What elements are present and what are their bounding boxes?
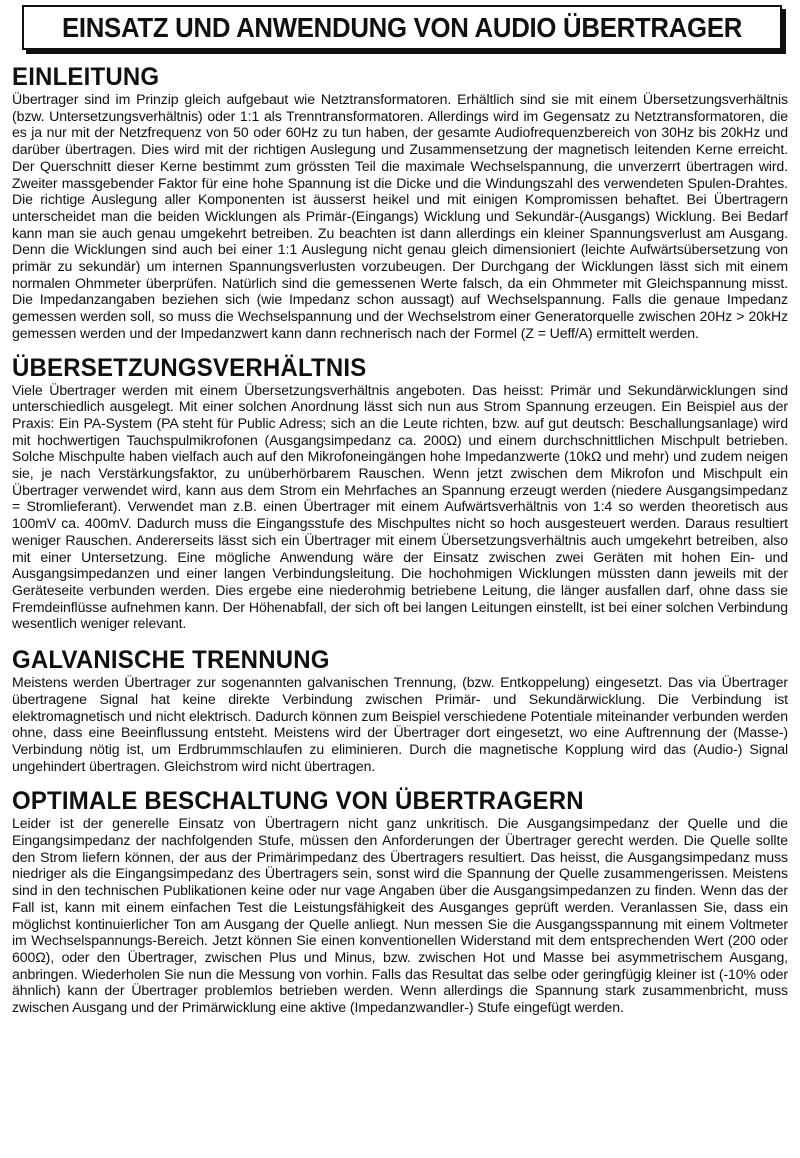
section-body: Leider ist der generelle Einsatz von Übertragern nicht ganz unkritisch. Die Ausgangsimpedanz der Quelle und die Eingangsimpedanz der nachfolgenden Stufe, müssen den Anforderungen der Übertrager gerecht werden. Die Quelle sollte den Strom liefern können, der aus der Primärimpedanz des Übertragers resultiert. Das heisst, die Ausgangsimpedanz muss niedriger als die Eingangsimpedanz des Übertragers sein, sonst wird die Spannung der Quelle zusammengerissen. Meistens sind in den technischen Publikationen keine oder nur vage Angaben über die Ausgangsimpedanzen zu finden. Wenn das der Fall ist, kann mit einem einfachen Test die Leistungsfähigkeit des Ausganges geprüft werden. Veranlassen Sie, dass ein möglichst kontinuierlicher Ton am Ausgang der Quelle anliegt. Nun messen Sie die Ausgangsspannung mit einem Voltmeter im Wechselspannungs-Bereich. Jetzt können Sie einen konventionellen Widerstand mit dem entsprechenden Wert (200 oder 600Ω), oder den Übertrager, zwischen Plus und Minus, bzw. zwischen Hot und Masse bei asymmetrischem Ausgang, anbringen. Wiederholen Sie nun die Messung von vorhin. Falls das Resultat das selbe oder geringfügig kleiner ist (-10% oder ähnlich) kann der Übertrager problemlos betrieben werden. Wenn allerdings die Spannung stark zusammenbricht, muss zwischen Ausgang und der Primärwicklung eine aktive (Impedanzwandler-) Stufe eingefügt werden. bbox=[12, 815, 788, 1016]
section-uebersetzungsverhaeltnis bbox=[12, 355, 788, 633]
document-title: EINSATZ UND ANWENDUNG VON AUDIO ÜBERTRAGER bbox=[61, 12, 743, 43]
section-einleitung bbox=[12, 64, 788, 342]
section-heading: ÜBERSETZUNGSVERHÄLTNIS bbox=[12, 353, 367, 382]
section-body: Übertrager sind im Prinzip gleich aufgebaut wie Netztransformatoren. Erhältlich sind sie mit einem Übersetzungsverhältnis (bzw. Untersetzungsverhältnis) oder 1:1 als Trenntransformatoren. Allerdings wird im Gegensatz zu Netztransformatoren, die es ja nur mit der Netzfrequenz von 50 oder 60Hz zu tun haben, der gesamte Audiofrequenzbereich von 30Hz bis 20kHz und darüber übertragen. Dies wird mit der richtigen Auslegung und Zusammensetzung der magnetisch leitenden Kerne erreicht. Der Querschnitt dieser Kerne bestimmt zum grössten Teil die maximale Wechselspannung, die unverzerrt übertragen wird. Zweiter massgebender Faktor für eine hohe Spannung ist die Dicke und die Windungszahl des verwendeten Spulen-Drahtes. Die richtige Auslegung aller Komponenten ist äusserst heikel und mit einigen Kompromissen behaftet. Bei Übertragern unterscheidet man die beiden Wicklungen als Primär-(Eingangs) Wicklung und Sekundär-(Ausgangs) Wicklung. Bei Bedarf kann man sie auch genau umgekehrt betreiben. Zu beachten ist dann allerdings ein kleiner Spannungsverlust am Ausgang. Denn die Wicklungen sind auch bei einer 1:1 Auslegung nicht genau gleich dimensioniert (leichte Aufwärtsübersetzung von primär zu sekundär) um internen Spannungsverlusten vorzubeugen. Der Durchgang der Wicklungen lässt sich mit einem normalen Ohmmeter überprüfen. Natürlich sind die gemessenen Werte falsch, da ein Ohmmeter mit Gleichspannung misst. Die Impedanzangaben beziehen sich (wie Impedanz schon aussagt) auf Wechselspannung. Falls die genaue Impedanz gemessen werden soll, so muss die Wechselspannung und der Wechselstrom einer Generatorquelle zwischen 20Hz > 20kHz gemessen werden und der Impedanzwert kann dann rechnerisch nach der Formel (Z = Ueff/A) ermittelt werden. bbox=[12, 91, 788, 341]
section-heading: OPTIMALE BESCHALTUNG VON ÜBERTRAGERN bbox=[12, 787, 584, 816]
section-body: Viele Übertrager werden mit einem Übersetzungsverhältnis angeboten. Das heisst: Primär und Sekundärwicklungen sind unterschiedlich ausgelegt. Mit einer solchen Anordnung lässt sich nun aus Strom Spannung erzeugen. Ein Beispiel aus der Praxis: Ein PA-System (PA steht für Public Adress; sich an die Leute richten, bzw. auf gut deutsch: Beschallungsanlage) wird mit hochwertigen Tauchspulmikrofonen (Ausgangsimpedanz ca. 200Ω) und einem durchschnittlichen Mischpult betrieben. Solche Mischpulte haben vielfach auch auf den Mikrofoneingängen hohe Impedanzwerte (10kΩ und mehr) und zudem neigen sie, je nach Verstärkungsfaktor, zu unüberhörbarem Rauschen. Wenn jetzt zwischen dem Mikrofon und Mischpult ein Übertrager verwendet wird, kann aus dem Strom ein Mehrfaches an Spannung erzeugt werden (niedere Ausgangsimpedanz = Stromlieferant). Verwendet man z.B. einen Übertrager mit einem Aufwärtsverhältnis von 1:4 so werden theoretisch aus 100mV ca. 400mV. Dadurch muss die Eingangsstufe des Mischpultes nicht so hoch ausgesteuert werden. Daraus resultiert weniger Rauschen. Andererseits lässt sich ein Übertrager mit einem Übersetzungsverhältnis auch umgekehrt betreiben, also mit einer Untersetzung. Eine mögliche Anwendung wäre der Einsatz zwischen zwei Geräten mit hohen Ein- und Ausgangsimpedanzen und einer langen Verbindungsleitung. Die hochohmigen Wicklungen müssten dann jeweils mit der Geräteseite verbunden werden. Dies ergebe eine niederohmig betriebene Leitung, die länger ausfallen darf, ohne dass sie Fremdeinflüsse aufnehmen kann. Der Höhenabfall, der sich oft bei langen Leitungen einstellt, ist bei einer solchen Verbindung wesentlich weniger relevant. bbox=[12, 381, 788, 632]
section-galvanische-trennung bbox=[12, 647, 788, 774]
section-body: Meistens werden Übertrager zur sogenannten galvanischen Trennung, (bzw. Entkoppelung) eingesetzt. Das via Übertrager übertragene Signal hat keine direkte Verbindung zwischen Primär- und Sekundärwicklung. Die Verbindung ist elektromagnetisch und nicht elektrisch. Dadurch können zum Beispiel verschiedene Potentiale miteinander verbunden werden ohne, dass eine Beeinflussung entsteht. Meistens wird der Übertrager dort eingesetzt, wo eine Auftrennung der (Masse-) Verbindung nötig ist, um Erdbrummschlaufen zu eliminieren. Durch die magnetische Kopplung wird das (Audio-) Signal ungehindert übertragen. Gleichstrom wird nicht übertragen. bbox=[12, 674, 788, 774]
section-heading: EINLEITUNG bbox=[12, 63, 160, 91]
title-box bbox=[22, 5, 782, 50]
section-heading: GALVANISCHE TRENNUNG bbox=[12, 646, 330, 675]
section-optimale-beschaltung bbox=[12, 788, 788, 1015]
